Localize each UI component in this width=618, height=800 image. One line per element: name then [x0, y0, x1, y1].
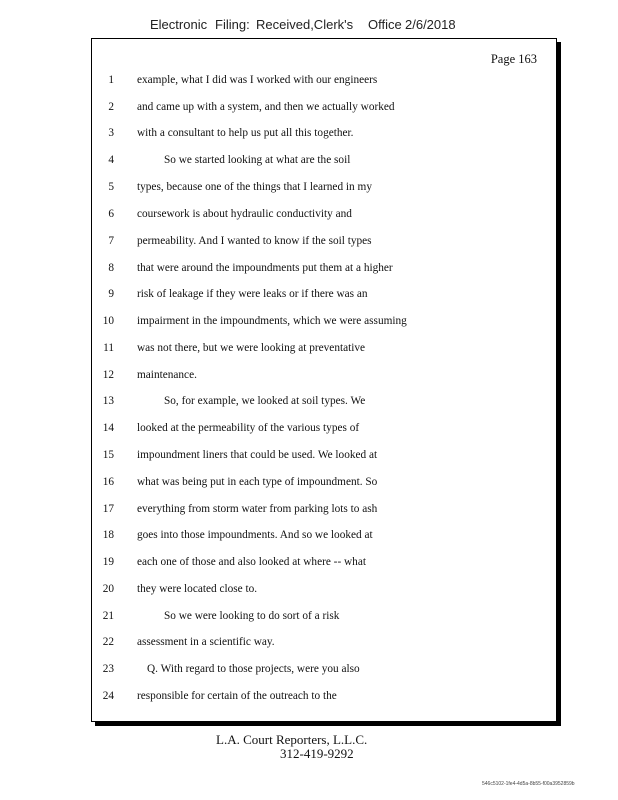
header-received: Received,Clerk's [256, 17, 354, 32]
line-number: 14 [102, 422, 114, 434]
line-number: 7 [108, 235, 114, 247]
line-number: 18 [102, 529, 114, 541]
line-number: 4 [108, 154, 114, 166]
transcript-line [92, 476, 556, 492]
reporter-phone: 312-419-9292 [280, 746, 354, 761]
header-office: Office [368, 17, 402, 32]
transcript-line [92, 556, 556, 572]
transcript-line [92, 529, 556, 545]
line-text: and came up with a system, and then we actually worked [137, 101, 395, 113]
line-text: maintenance. [137, 369, 197, 381]
line-number: 21 [102, 610, 114, 622]
line-text: types, because one of the things that I learned in my [137, 181, 372, 193]
page-number-label: Page 163 [490, 52, 537, 66]
line-number: 17 [102, 503, 114, 515]
header-filing: Filing: [215, 17, 250, 32]
transcript-line [92, 101, 556, 117]
filing-stamp-header [0, 17, 618, 35]
line-text: was not there, but we were looking at preventative [137, 342, 366, 354]
line-text: coursework is about hydraulic conductivity and [137, 208, 352, 220]
line-text: they were located close to. [137, 583, 258, 595]
transcript-line [92, 208, 556, 224]
line-text: risk of leakage if they were leaks or if there was an [137, 288, 368, 300]
line-text: responsible for certain of the outreach to the [137, 690, 337, 702]
line-number: 9 [108, 288, 114, 300]
transcript-line [92, 127, 556, 143]
line-number: 20 [102, 583, 114, 595]
transcript-line [92, 395, 556, 411]
line-number: 12 [102, 369, 114, 381]
line-text: assessment in a scientific way. [137, 636, 275, 648]
transcript-line [92, 422, 556, 438]
transcript-line [92, 342, 556, 358]
line-text: each one of those and also looked at where -- what [137, 556, 366, 568]
transcript-line [92, 636, 556, 652]
line-number: 19 [102, 556, 114, 568]
line-text: impoundment liners that could be used. We looked at [137, 449, 378, 461]
transcript-line [92, 235, 556, 251]
line-number: 22 [102, 636, 114, 648]
line-text: So we were looking to do sort of a risk [164, 610, 340, 622]
transcript-line [92, 690, 556, 706]
line-text: Q. With regard to those projects, were you also [147, 663, 360, 675]
transcript-line [92, 663, 556, 679]
transcript-line [92, 315, 556, 331]
line-number: 5 [108, 181, 114, 193]
line-text: So we started looking at what are the soil [164, 154, 351, 166]
transcript-line [92, 288, 556, 304]
transcript-line [92, 74, 556, 90]
document-id: 546c5102-1fe4-4d5a-8b55-f00a3952859b [482, 781, 575, 787]
line-text: with a consultant to help us put all this together. [137, 127, 354, 139]
line-number: 11 [103, 342, 114, 354]
transcript-line [92, 262, 556, 278]
transcript-line [92, 610, 556, 626]
line-number: 6 [108, 208, 114, 220]
transcript-line [92, 503, 556, 519]
line-number: 10 [102, 315, 114, 327]
line-text: permeability. And I wanted to know if the soil types [137, 235, 372, 247]
line-number: 15 [102, 449, 114, 461]
header-electronic: Electronic [150, 17, 208, 32]
line-number: 1 [108, 74, 114, 86]
transcript-line [92, 449, 556, 465]
line-text: example, what I did was I worked with our engineers [137, 74, 378, 86]
transcript-line [92, 181, 556, 197]
line-number: 13 [102, 395, 114, 407]
line-text: goes into those impoundments. And so we looked at [137, 529, 373, 541]
line-text: impairment in the impoundments, which we were assuming [137, 315, 407, 327]
header-date: 2/6/2018 [405, 17, 456, 32]
transcript-line [92, 154, 556, 170]
line-text: everything from storm water from parking lots to ash [137, 503, 378, 515]
line-number: 16 [102, 476, 114, 488]
line-number: 24 [102, 690, 114, 702]
line-number: 8 [108, 262, 114, 274]
line-number: 2 [108, 101, 114, 113]
transcript-line [92, 369, 556, 385]
reporter-company: L.A. Court Reporters, L.L.C. [216, 732, 368, 747]
transcript-line [92, 583, 556, 599]
transcript-page [91, 38, 557, 722]
line-text: So, for example, we looked at soil types. We [164, 395, 366, 407]
line-number: 23 [102, 663, 114, 675]
line-text: that were around the impoundments put them at a higher [137, 262, 393, 274]
line-text: looked at the permeability of the various types of [137, 422, 360, 434]
line-number: 3 [108, 127, 114, 139]
line-text: what was being put in each type of impoundment. So [137, 476, 378, 488]
